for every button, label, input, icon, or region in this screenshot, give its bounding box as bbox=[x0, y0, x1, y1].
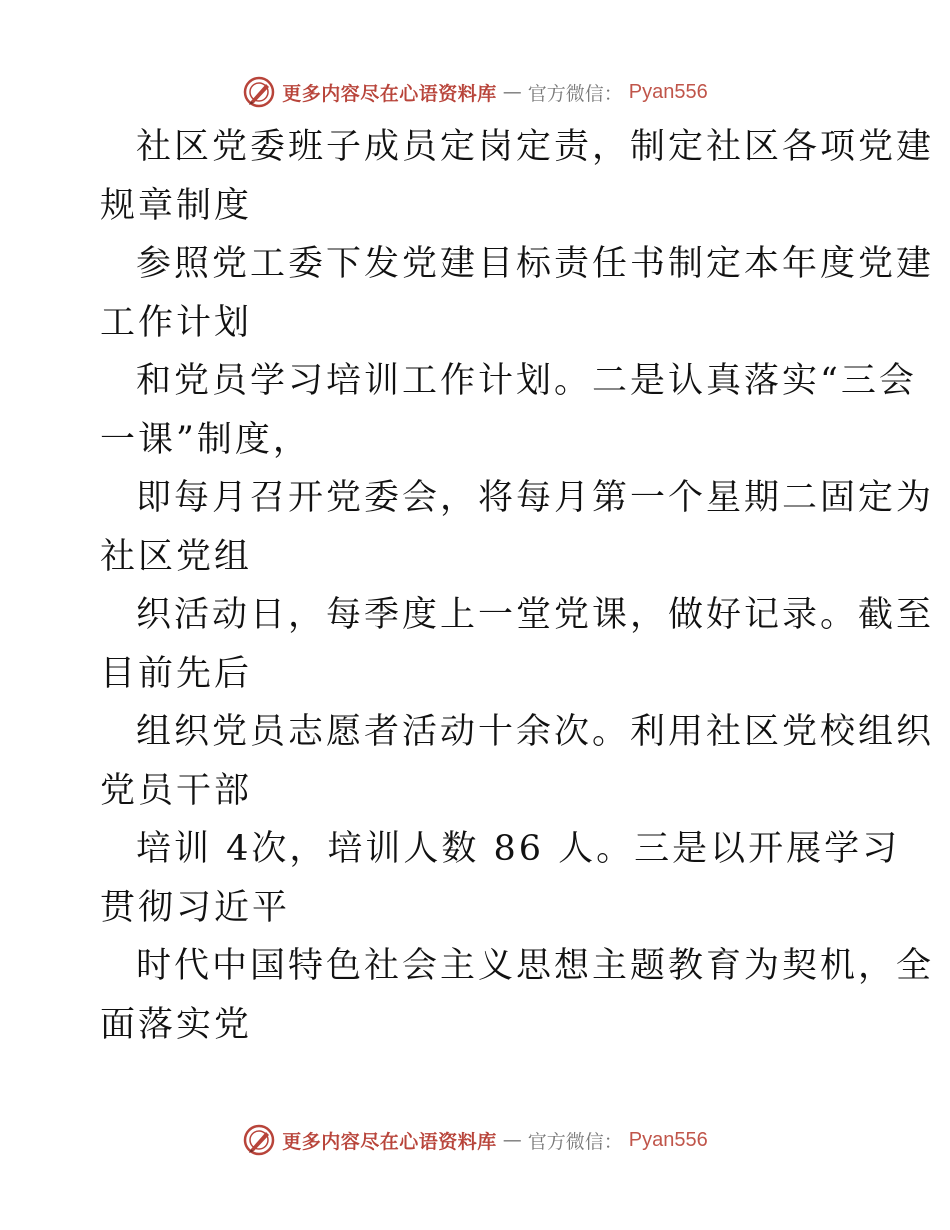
watermark-brand-text: 更多内容尽在心语资料库 bbox=[282, 82, 497, 105]
watermark-official-label: 官方微信： bbox=[527, 82, 623, 105]
paragraph-7-line-1: 培训 4次，培训人数 86 人。三是以开展学习 bbox=[136, 829, 901, 869]
header-watermark bbox=[0, 72, 950, 112]
paragraph-2-line-2: 工作计划 bbox=[100, 302, 253, 343]
document-body bbox=[100, 118, 935, 1054]
pen-logo-icon bbox=[242, 1123, 276, 1157]
paragraph-7-line-2: 贯彻习近平 bbox=[100, 887, 291, 928]
paragraph-8-line-1: 时代中国特色社会主义思想主题教育为契机，全 bbox=[136, 946, 935, 986]
paragraph-4-line-1: 即每月召开党委会，将每月第一个星期二固定为 bbox=[136, 478, 935, 518]
paragraph-3-line-2: 一课”制度， bbox=[100, 419, 311, 460]
pen-logo-icon bbox=[242, 75, 276, 109]
watermark-brand-text: 更多内容尽在心语资料库 bbox=[282, 1130, 497, 1153]
paragraph-5-line-2: 目前先后 bbox=[100, 653, 253, 694]
paragraph-1-line-1: 社区党委班子成员定岗定责，制定社区各项党建 bbox=[136, 127, 935, 167]
watermark-account: Pyan556 bbox=[628, 80, 708, 103]
watermark-official-label: 官方微信： bbox=[527, 1130, 623, 1153]
paragraph-8-line-2: 面落实党 bbox=[100, 1004, 253, 1045]
paragraph-6-line-1: 组织党员志愿者活动十余次。利用社区党校组织 bbox=[136, 712, 935, 752]
watermark-dash: — bbox=[502, 1129, 522, 1151]
footer-watermark bbox=[0, 1120, 950, 1160]
paragraph-4-line-2: 社区党组 bbox=[100, 536, 253, 577]
paragraph-5-line-1: 织活动日，每季度上一堂党课，做好记录。截至 bbox=[136, 595, 935, 635]
paragraph-1-line-2: 规章制度 bbox=[100, 185, 253, 226]
paragraph-6-line-2: 党员干部 bbox=[100, 770, 253, 811]
paragraph-2-line-1: 参照党工委下发党建目标责任书制定本年度党建 bbox=[136, 244, 935, 284]
paragraph-3-line-1: 和党员学习培训工作计划。二是认真落实“三会 bbox=[136, 361, 917, 401]
watermark-dash: — bbox=[502, 81, 522, 103]
watermark-account: Pyan556 bbox=[628, 1128, 708, 1151]
